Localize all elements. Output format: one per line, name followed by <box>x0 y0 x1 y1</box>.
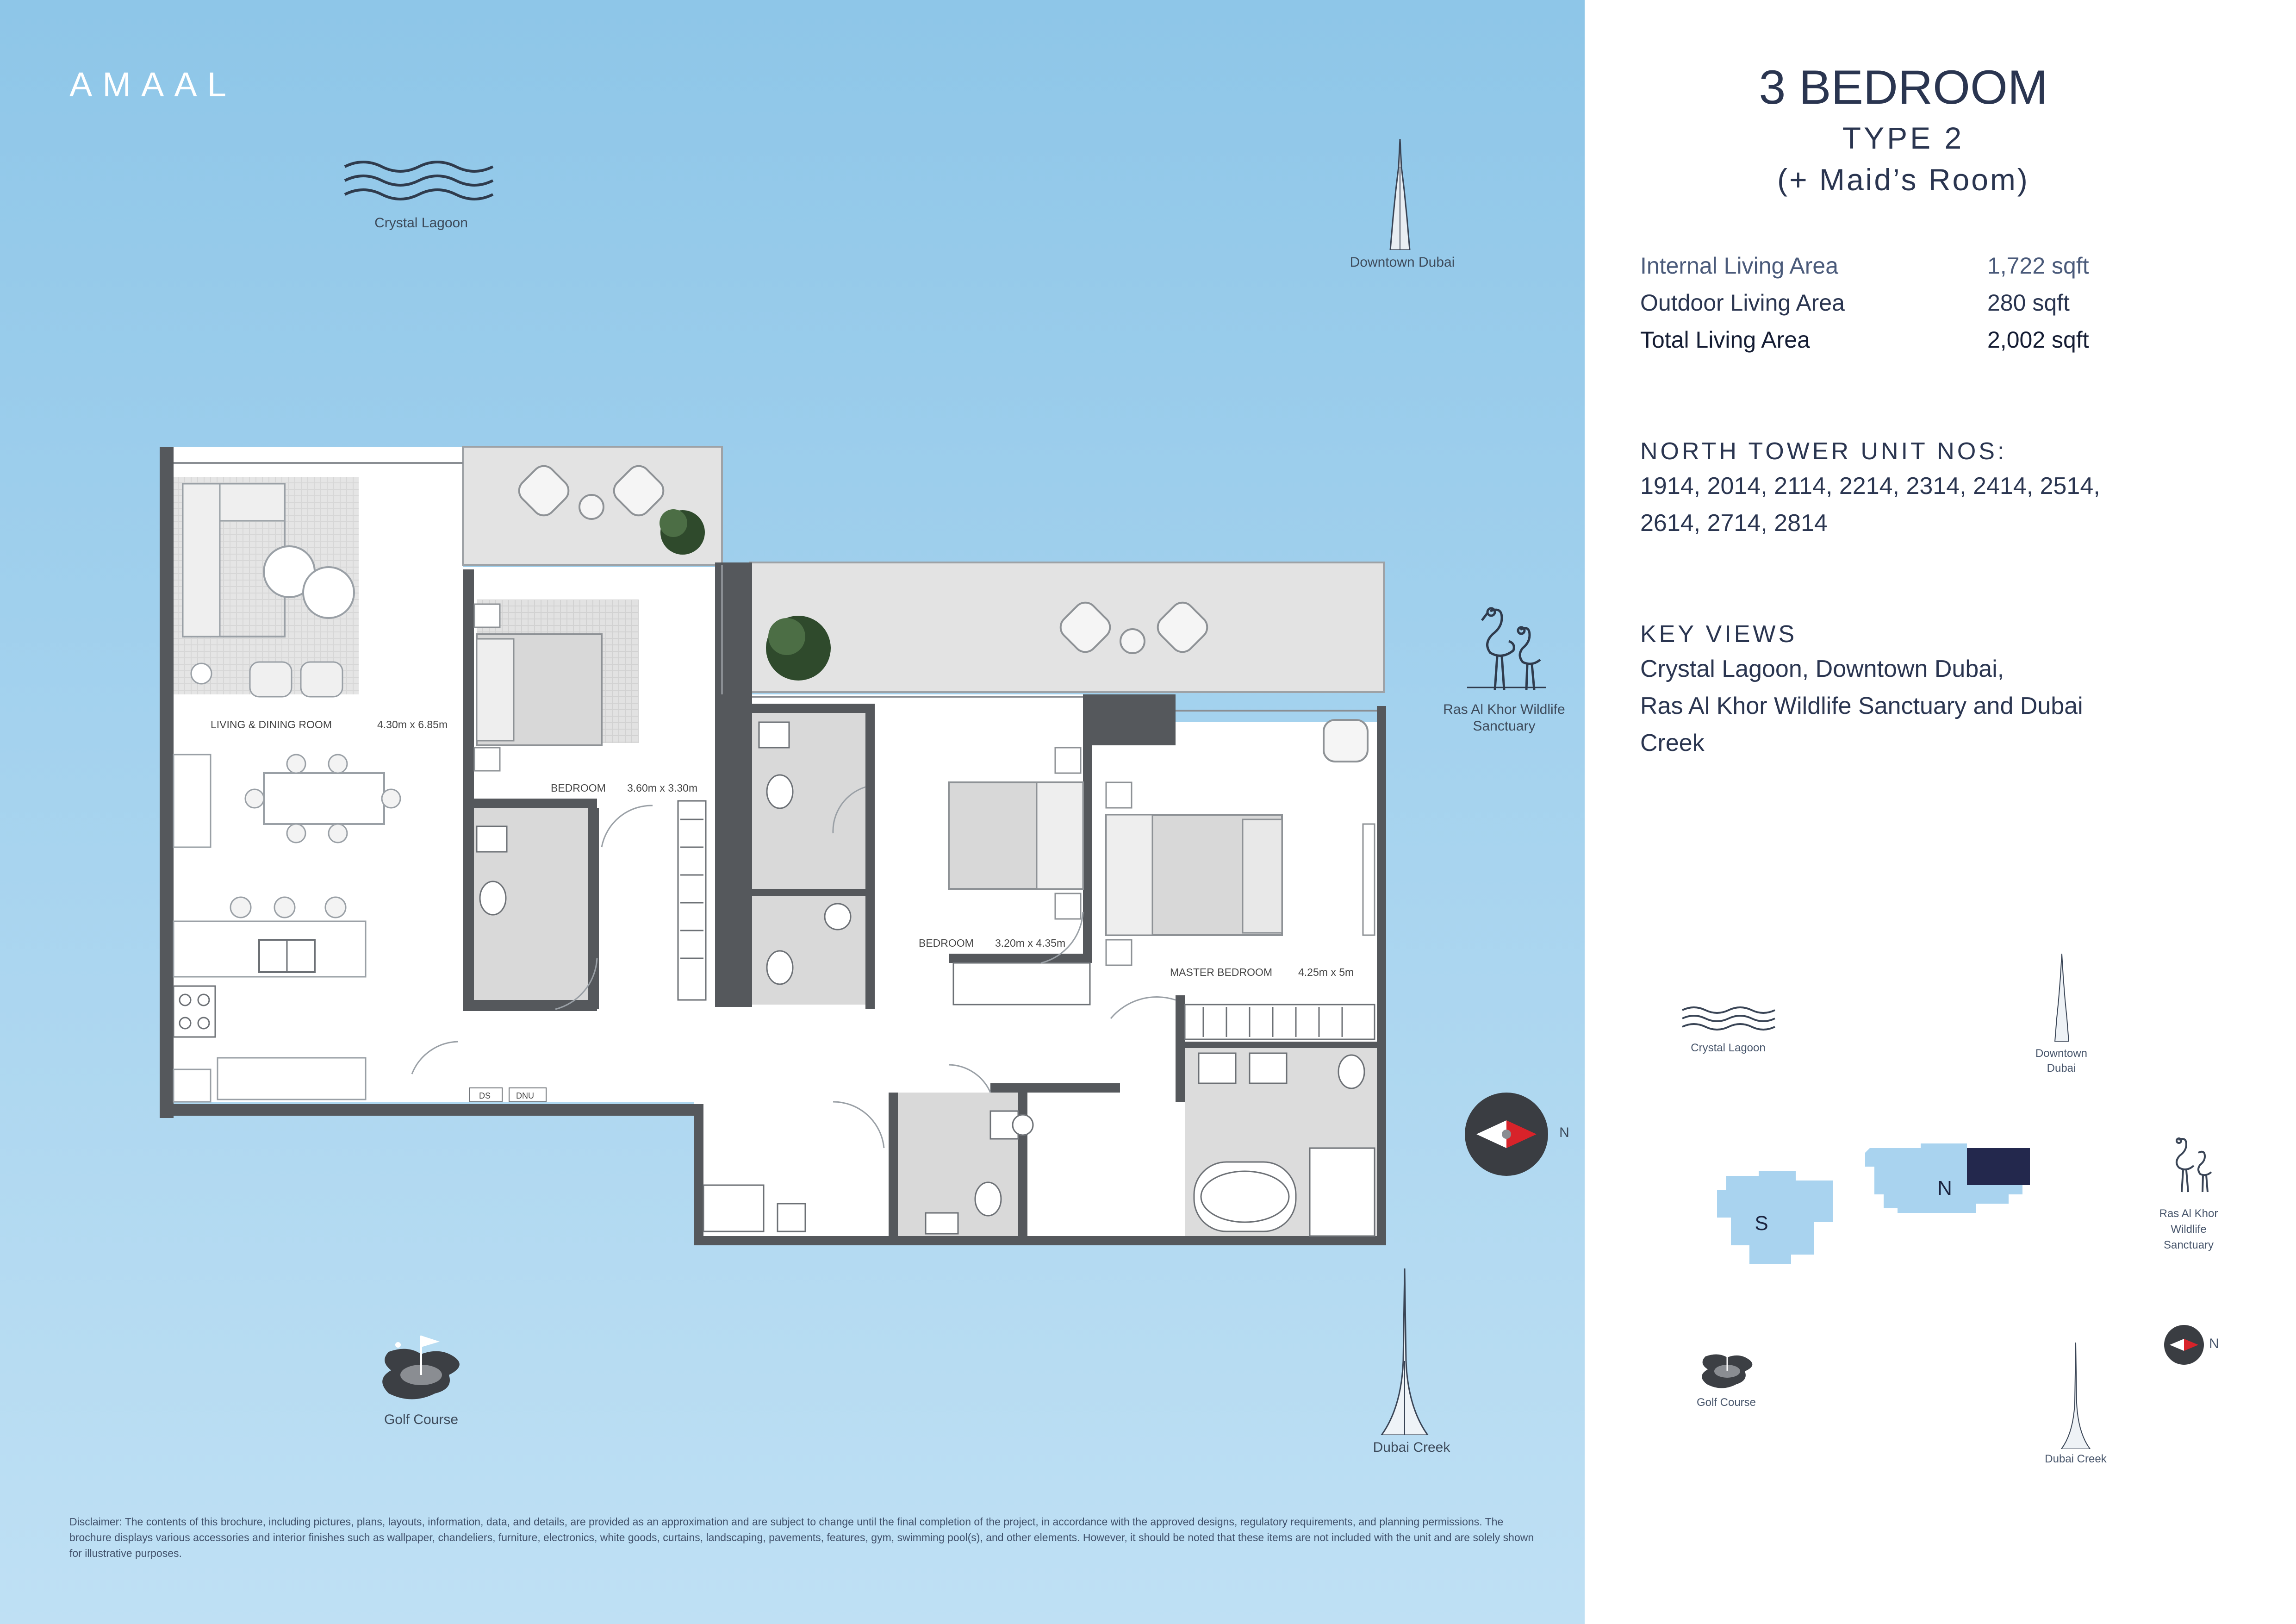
key-plan-downtown-l1: Downtown <box>2035 1047 2088 1060</box>
area-label-internal: Internal Living Area <box>1640 253 1839 279</box>
north-tower-heading: NORTH TOWER UNIT NOS: <box>1640 438 2007 465</box>
key-plan-ras-l2: Wildlife <box>2171 1223 2207 1236</box>
room-dim-bedroom-1: 3.60m x 3.30m <box>627 782 698 794</box>
compass-icon <box>1462 1090 1550 1178</box>
key-views-line-2: Ras Al Khor Wildlife Sanctuary and Dubai <box>1640 693 2083 719</box>
key-plan-golf-icon <box>1694 1338 1763 1393</box>
landmark-label-golf-course: Golf Course <box>384 1412 459 1427</box>
key-plan-flamingo-icon <box>2158 1134 2218 1194</box>
flamingo-icon <box>1458 602 1550 694</box>
room-label-bedroom-2: BEDROOM <box>919 937 974 949</box>
key-plan-dubai-creek: Dubai Creek <box>2045 1453 2107 1465</box>
key-plan-crystal-lagoon: Crystal Lagoon <box>1691 1042 1766 1054</box>
key-views-heading: KEY VIEWS <box>1640 621 1798 648</box>
compass-north-label: N <box>1559 1125 1569 1140</box>
area-value-outdoor: 280 sqft <box>1987 290 2070 316</box>
area-value-total: 2,002 sqft <box>1987 327 2089 353</box>
room-label-ds: DS <box>479 1091 491 1100</box>
room-label-dnu: DNU <box>516 1091 534 1100</box>
north-tower-units-line-2: 2614, 2714, 2814 <box>1640 510 1828 537</box>
key-views-line-1: Crystal Lagoon, Downtown Dubai, <box>1640 656 2004 682</box>
room-dim-master: 4.25m x 5m <box>1298 966 1354 978</box>
info-panel <box>1585 0 2296 1624</box>
north-tower-units-line-1: 1914, 2014, 2114, 2214, 2314, 2414, 2514, <box>1640 473 2100 500</box>
waves-icon <box>342 157 495 204</box>
floor-plan <box>157 440 1407 1255</box>
unit-type: TYPE 2 <box>1842 121 1965 155</box>
key-plan-compass-icon <box>2163 1324 2205 1366</box>
dubai-creek-tower-icon <box>1379 1268 1430 1435</box>
key-plan-golf-course: Golf Course <box>1696 1396 1756 1409</box>
burj-khalifa-icon <box>1384 139 1416 250</box>
key-plan-ras-l1: Ras Al Khor <box>2159 1207 2218 1220</box>
room-label-living: LIVING & DINING ROOM <box>211 718 332 731</box>
unit-subtitle: (+ Maid’s Room) <box>1777 162 2029 197</box>
key-plan-burj-icon <box>2050 954 2073 1042</box>
key-plan-ras-l3: Sanctuary <box>2163 1239 2214 1251</box>
key-views-line-3: Creek <box>1640 730 1705 756</box>
landmark-label-ras-al-khor: Ras Al Khor Wildlife Sanctuary <box>1443 702 1565 734</box>
key-plan-waves-icon <box>1680 1005 1777 1032</box>
area-label-total: Total Living Area <box>1640 327 1810 353</box>
key-plan-north-label: N <box>1937 1177 1952 1199</box>
area-label-outdoor: Outdoor Living Area <box>1640 290 1845 316</box>
room-dim-living: 4.30m x 6.85m <box>377 718 448 731</box>
room-label-master: MASTER BEDROOM <box>1170 966 1273 978</box>
unit-title: 3 BEDROOM <box>1759 61 2048 114</box>
disclaimer-text: Disclaimer: The contents of this brochure, including pictures, plans, layouts, information, data, and details, are provided as an approximation and are subject to change until the final completion of the project, in accordance with the approved designs, regulatory requirements, and planning permissions. The brochure displays various accessories and interior finishes such as wallpaper, chandeliers, furniture, electronics, white goods, curtains, landscaping, pavements, features, gym, swimming pool(s), and other elements. However, it should be noted that these items are not included with the unit and are solely shown for illustrative purposes. <box>69 1516 1534 1559</box>
brand-logo: AMAAL <box>69 65 236 104</box>
key-plan-downtown-l2: Dubai <box>2047 1062 2076 1074</box>
key-plan-creek-tower-icon <box>2060 1343 2092 1449</box>
landmark-label-dubai-creek: Dubai Creek <box>1373 1440 1450 1455</box>
area-value-internal: 1,722 sqft <box>1987 253 2089 279</box>
room-label-bedroom-1: BEDROOM <box>551 782 606 794</box>
landmark-label-downtown-dubai: Downtown Dubai <box>1350 255 1455 270</box>
key-plan-south-label: S <box>1755 1212 1768 1235</box>
room-dim-bedroom-2: 3.20m x 4.35m <box>995 937 1066 949</box>
golf-course-icon <box>370 1324 477 1407</box>
key-plan-compass-north: N <box>2209 1336 2219 1351</box>
landmark-label-crystal-lagoon: Crystal Lagoon <box>374 215 468 231</box>
